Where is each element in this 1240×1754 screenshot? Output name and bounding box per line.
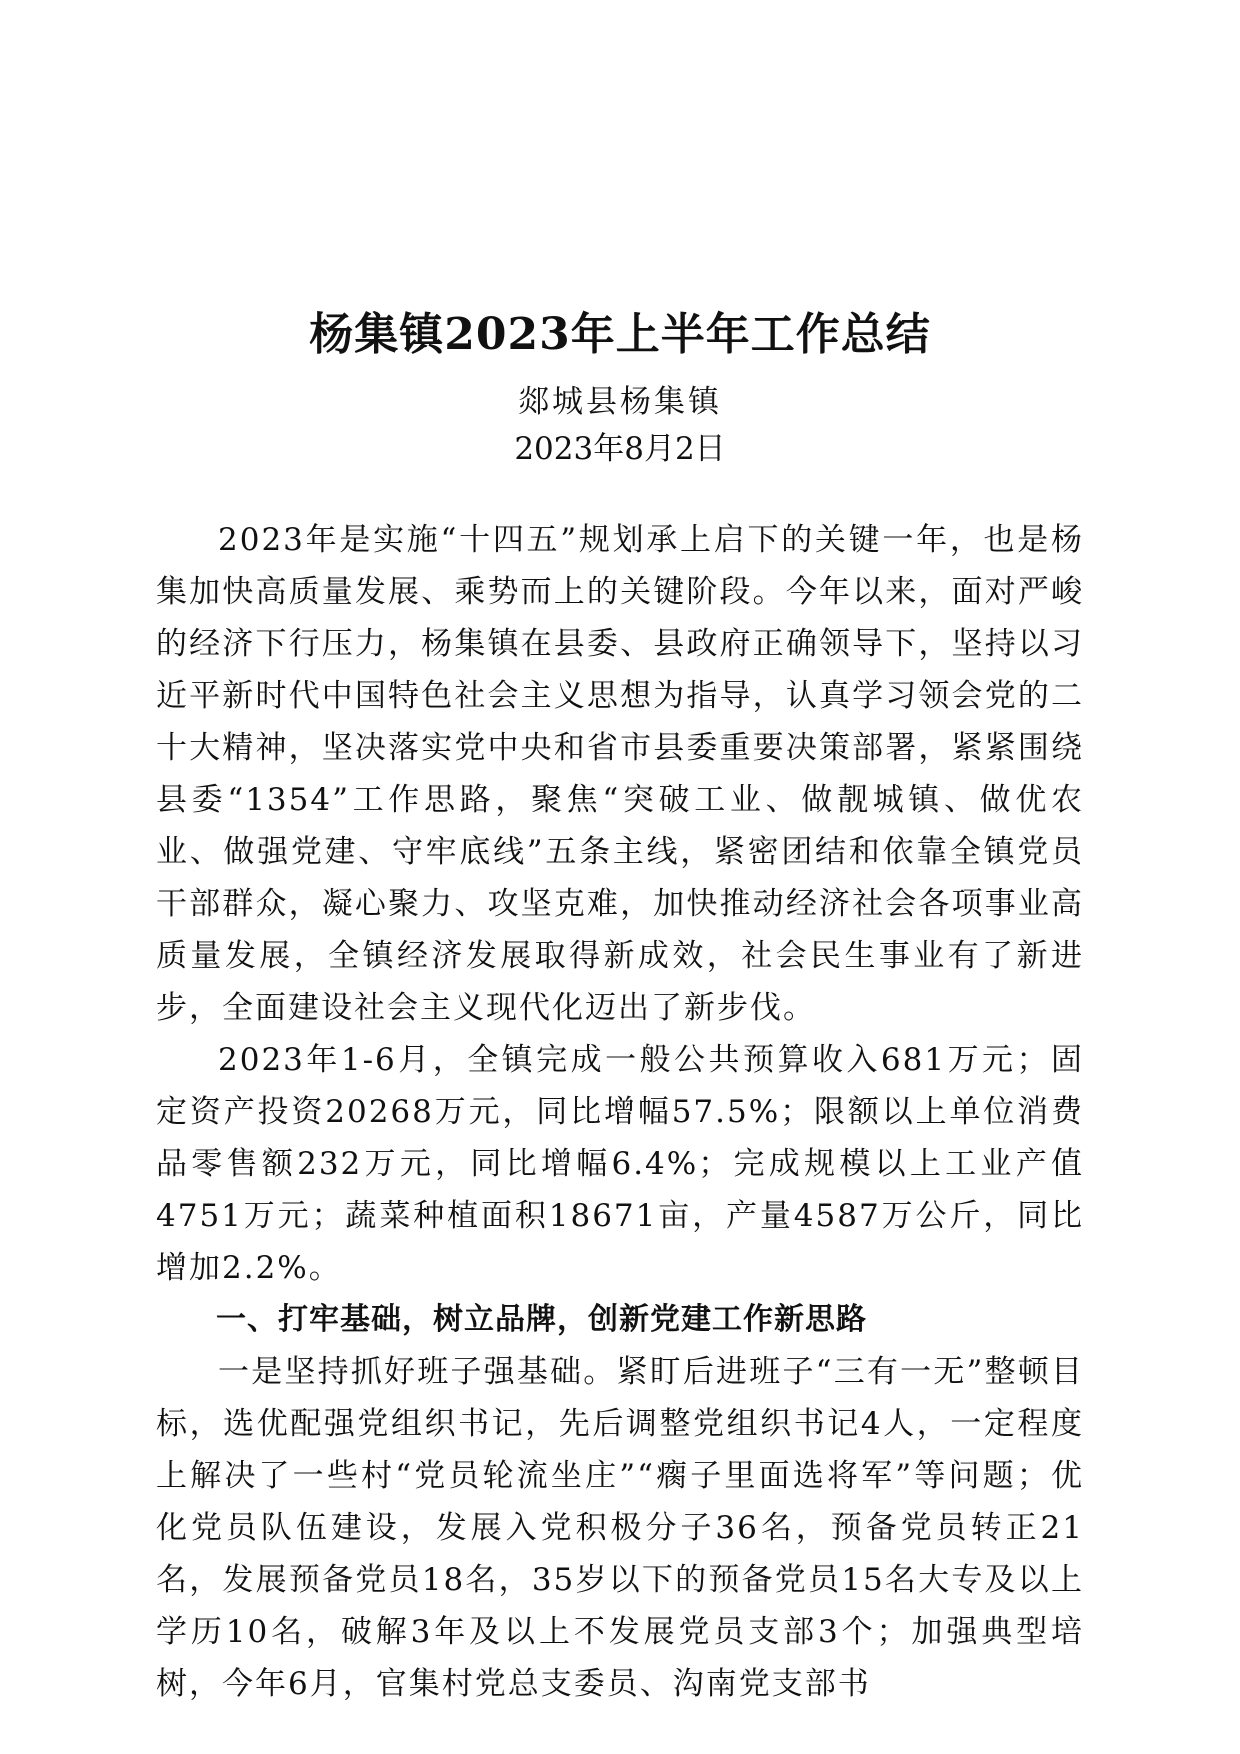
document-author: 郯城县杨集镇 <box>518 384 722 420</box>
document-body <box>156 514 1084 1710</box>
section-paragraph: 一是坚持抓好班子强基础。紧盯后进班子“三有一无”整顿目标，选优配强党组织书记，先后调整党组织书记4人，一定程度上解决了一些村“党员轮流坐庄”“瘸子里面选将军”等问题；优化党员队伍建设，发展入党积极分子36名，预备党员转正21名，发展预备党员18名，35岁以下的预备党员15名大专及以上学历10名，破解3年及以上不发展党员支部3个；加强典型培树，今年6月，官集村党总支委员、沟南党支部书 <box>156 1354 1084 1702</box>
document-date: 2023年8月2日 <box>514 431 726 467</box>
section-heading: 一、打牢基础，树立品牌，创新党建工作新思路 <box>216 1302 867 1337</box>
intro-paragraph: 2023年是实施“十四五”规划承上启下的关键一年，也是杨集加快高质量发展、乘势而上的关键阶段。今年以来，面对严峻的经济下行压力，杨集镇在县委、县政府正确领导下，坚持以习近平新时代中国特色社会主义思想为指导，认真学习领会党的二十大精神，坚决落实党中央和省市县委重要决策部署，紧紧围绕县委“1354”工作思路，聚焦“突破工业、做靓城镇、做优农业、做强党建、守牢底线”五条主线，紧密团结和依靠全镇党员干部群众，凝心聚力、攻坚克难，加快推动经济社会各项事业高质量发展，全镇经济发展取得新成效，社会民生事业有了新进步，全面建设社会主义现代化迈出了新步伐。 <box>156 522 1084 1026</box>
document-title: 杨集镇2023年上半年工作总结 <box>309 309 931 360</box>
statistics-paragraph: 2023年1-6月，全镇完成一般公共预算收入681万元；固定资产投资20268万元，同比增幅57.5%；限额以上单位消费品零售额232万元，同比增幅6.4%；完成规模以上工业产值4751万元；蔬菜种植面积18671亩，产量4587万公斤，同比增加2.2%。 <box>156 1042 1084 1286</box>
